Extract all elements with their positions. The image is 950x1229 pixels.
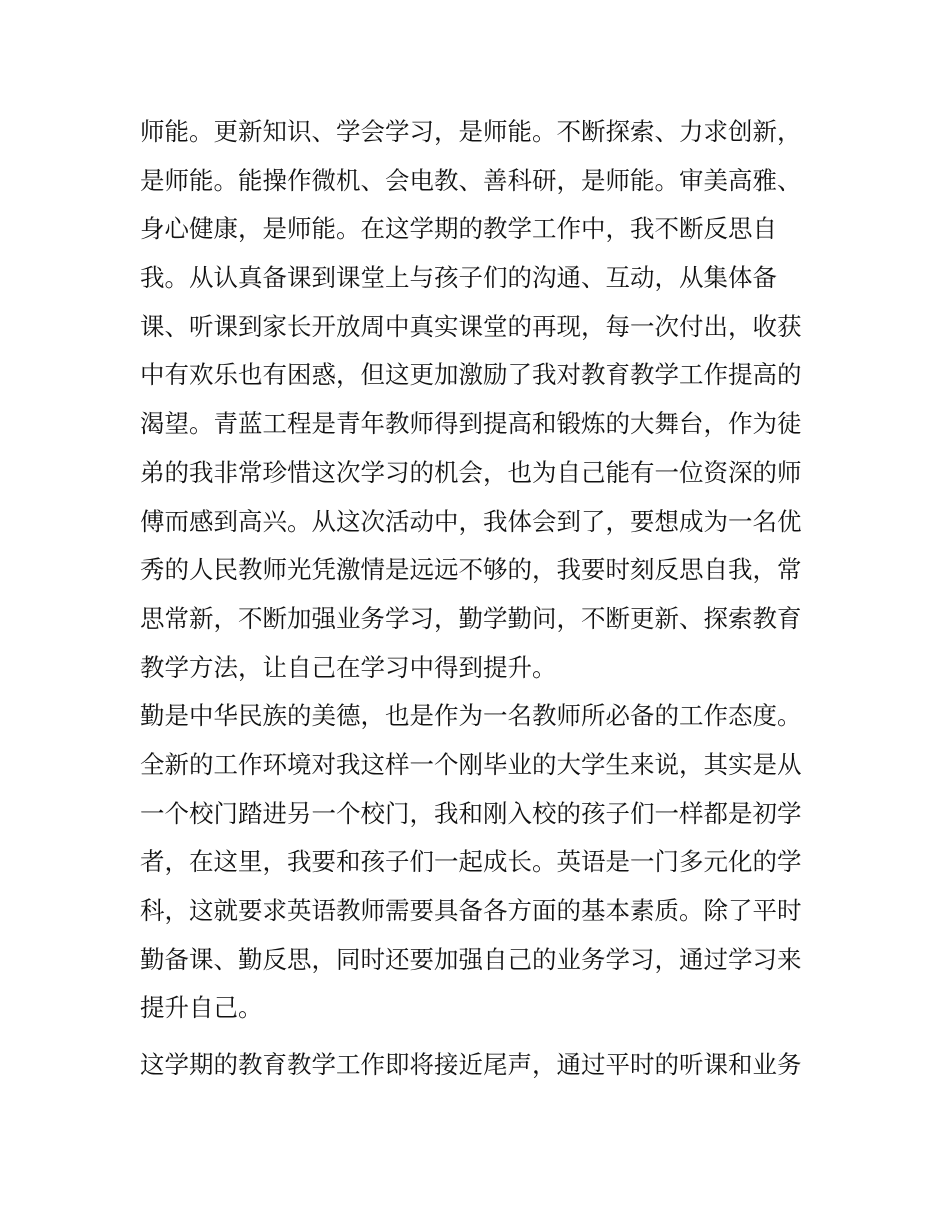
text-line: 者，在这里，我要和孩子们一起成长。英语是一门多元化的学 bbox=[140, 847, 802, 877]
document-body bbox=[140, 108, 830, 1090]
paragraph bbox=[140, 108, 830, 692]
text-line: 这学期的教育教学工作即将接近尾声，通过平时的听课和业务 bbox=[140, 1050, 802, 1080]
text-line: 弟的我非常珍惜这次学习的机会，也为自己能有一位资深的师 bbox=[140, 457, 802, 487]
text-line: 勤备课、勤反思，同时还要加强自己的业务学习，通过学习来 bbox=[140, 944, 802, 974]
text-line: 提升自己。 bbox=[140, 993, 263, 1023]
text-line: 是师能。能操作微机、会电教、善科研，是师能。审美高雅、 bbox=[140, 165, 802, 195]
text-line: 渴望。青蓝工程是青年教师得到提高和锻炼的大舞台，作为徒 bbox=[140, 409, 802, 439]
text-line: 傅而感到高兴。从这次活动中，我体会到了，要想成为一名优 bbox=[140, 506, 802, 536]
text-line: 教学方法，让自己在学习中得到提升。 bbox=[140, 652, 557, 682]
text-line: 身心健康，是师能。在这学期的教学工作中，我不断反思自 bbox=[140, 214, 777, 244]
text-line: 一个校门踏进另一个校门，我和刚入校的孩子们一样都是初学 bbox=[140, 798, 802, 828]
text-line: 课、听课到家长开放周中真实课堂的再现，每一次付出，收获 bbox=[140, 311, 802, 341]
text-line: 中有欢乐也有困惑，但这更加激励了我对教育教学工作提高的 bbox=[140, 360, 802, 390]
text-line: 思常新，不断加强业务学习，勤学勤问，不断更新、探索教育 bbox=[140, 603, 802, 633]
paragraph bbox=[140, 1041, 830, 1090]
text-line: 师能。更新知识、学会学习，是师能。不断探索、力求创新， bbox=[140, 117, 802, 146]
paragraph bbox=[140, 692, 830, 1033]
text-line: 勤是中华民族的美德，也是作为一名教师所必备的工作态度。 bbox=[140, 701, 802, 731]
text-line: 我。从认真备课到课堂上与孩子们的沟通、互动，从集体备 bbox=[140, 263, 777, 293]
text-line: 全新的工作环境对我这样一个刚毕业的大学生来说，其实是从 bbox=[140, 749, 802, 779]
text-line: 秀的人民教师光凭激情是远远不够的，我要时刻反思自我，常 bbox=[140, 555, 802, 585]
text-line: 科，这就要求英语教师需要具备各方面的基本素质。除了平时 bbox=[140, 896, 802, 925]
paragraph-spacing bbox=[140, 1033, 830, 1041]
